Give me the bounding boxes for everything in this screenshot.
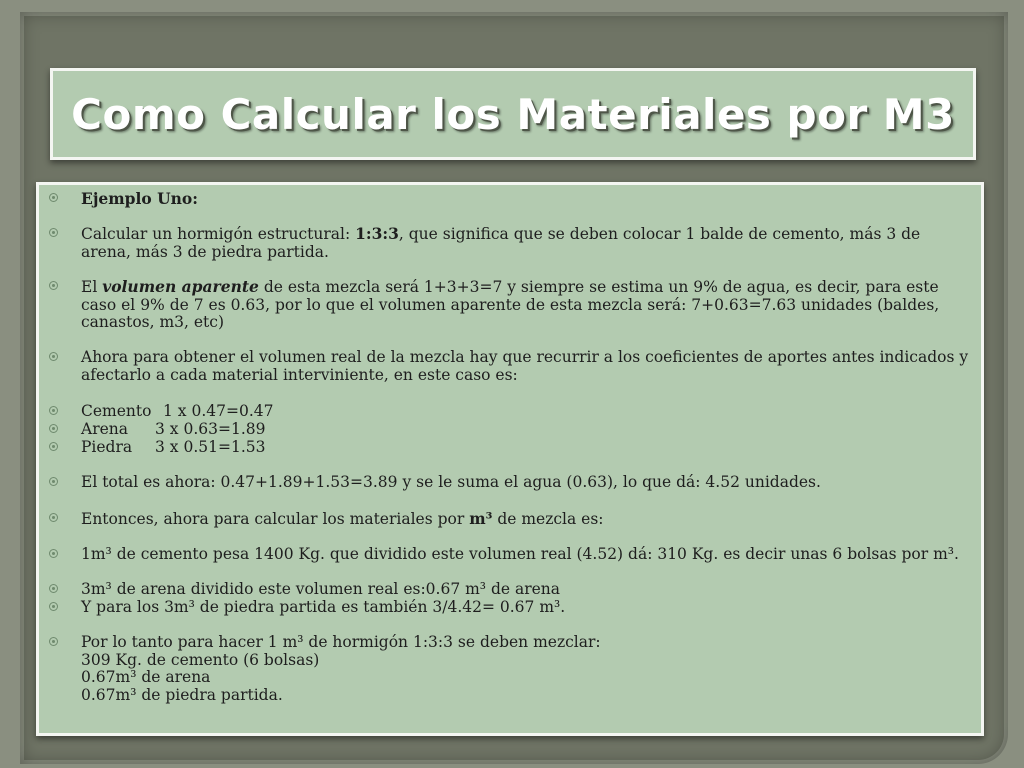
bullet-text	[81, 634, 971, 704]
bullet-text	[81, 510, 971, 529]
bullet-text: Y para los 3m³ de piedra partida es también 3/4.42= 0.67 m³.	[81, 598, 566, 616]
text-run: Cemento	[81, 402, 152, 420]
text-run-bold: 1:3:3	[355, 224, 399, 243]
bullet-item	[39, 403, 981, 421]
bullet-icon	[49, 424, 58, 433]
text-run: de esta mezcla será 1+3+3=7 y siempre se estima un 9% de agua, es decir, para este caso el 9% de 7 es 0.63, por lo que el volumen aparente de esta mezcla será: 7+0.63=7.63 unidades (baldes, canastos, m3, etc)	[81, 278, 940, 331]
bullet-item	[39, 546, 981, 564]
bullet-item	[39, 349, 981, 384]
bullet-item	[39, 599, 981, 617]
slide-title: Como Calcular los Materiales por M3	[71, 89, 955, 139]
bullet-icon	[49, 281, 58, 290]
bullet-item	[39, 278, 981, 332]
bullet-icon	[49, 549, 58, 558]
text-run: Arena	[81, 420, 128, 438]
text-run: Calcular un hormigón estructural:	[81, 225, 356, 243]
text-run: Piedra	[81, 438, 133, 456]
bullet-item	[39, 510, 981, 529]
text-run-bold: m³	[469, 509, 493, 528]
bullet-text	[81, 439, 971, 457]
bullet-icon	[49, 477, 58, 486]
bullet-icon	[49, 228, 58, 237]
bullet-icon	[49, 513, 58, 522]
text-run: 3 x 0.63=1.89	[155, 420, 266, 438]
bullet-icon	[49, 193, 58, 202]
text-line: 309 Kg. de cemento (6 bolsas)	[81, 650, 320, 669]
bullet-text: Ahora para obtener el volumen real de la mezcla hay que recurrir a los coeficientes de aportes antes indicados y afectarlo a cada material interviniente, en este caso es:	[81, 348, 969, 384]
bullet-text: 3m³ de arena dividido este volumen real es:0.67 m³ de arena	[81, 580, 561, 598]
bullet-item	[39, 421, 981, 439]
content-box	[36, 182, 984, 736]
text-run: Entonces, ahora para calcular los materiales por	[81, 510, 470, 528]
text-line: 0.67m³ de arena	[81, 668, 211, 686]
bullet-item	[39, 190, 981, 208]
bullet-icon	[49, 352, 58, 361]
title-box	[50, 68, 976, 160]
bullet-text	[81, 225, 971, 261]
text-line: 0.67m³ de piedra partida.	[81, 685, 283, 704]
bullet-item	[39, 634, 981, 704]
bullet-item	[39, 474, 981, 492]
bullet-item	[39, 225, 981, 261]
text-run: , que significa que se deben colocar 1 balde de cemento, más 3 de arena, más 3 de piedra partida.	[81, 225, 921, 261]
bullet-item	[39, 581, 981, 599]
bullet-text	[81, 278, 971, 332]
text-run: 3 x 0.51=1.53	[155, 438, 266, 456]
text-run: El	[81, 278, 103, 296]
bullet-text: El total es ahora: 0.47+1.89+1.53=3.89 y se le suma el agua (0.63), lo que dá: 4.52 unidades.	[81, 473, 821, 491]
bullet-text: Ejemplo Uno:	[81, 189, 198, 208]
text-line: Por lo tanto para hacer 1 m³ de hormigón 1:3:3 se deben mezclar:	[81, 633, 601, 651]
bullet-icon	[49, 637, 58, 646]
bullet-item	[39, 439, 981, 457]
text-run: de mezcla es:	[492, 510, 604, 528]
bullet-icon	[49, 584, 58, 593]
bullet-text: 1m³ de cemento pesa 1400 Kg. que dividido este volumen real (4.52) dá: 310 Kg. es decir unas 6 bolsas por m³.	[81, 545, 959, 563]
bullet-text	[81, 403, 971, 421]
bullet-icon	[49, 442, 58, 451]
bullet-icon	[49, 602, 58, 611]
bullet-icon	[49, 406, 58, 415]
bullet-text	[81, 421, 971, 439]
text-run: 1 x 0.47=0.47	[163, 402, 274, 420]
text-run-emphasis: volumen aparente	[102, 277, 259, 296]
